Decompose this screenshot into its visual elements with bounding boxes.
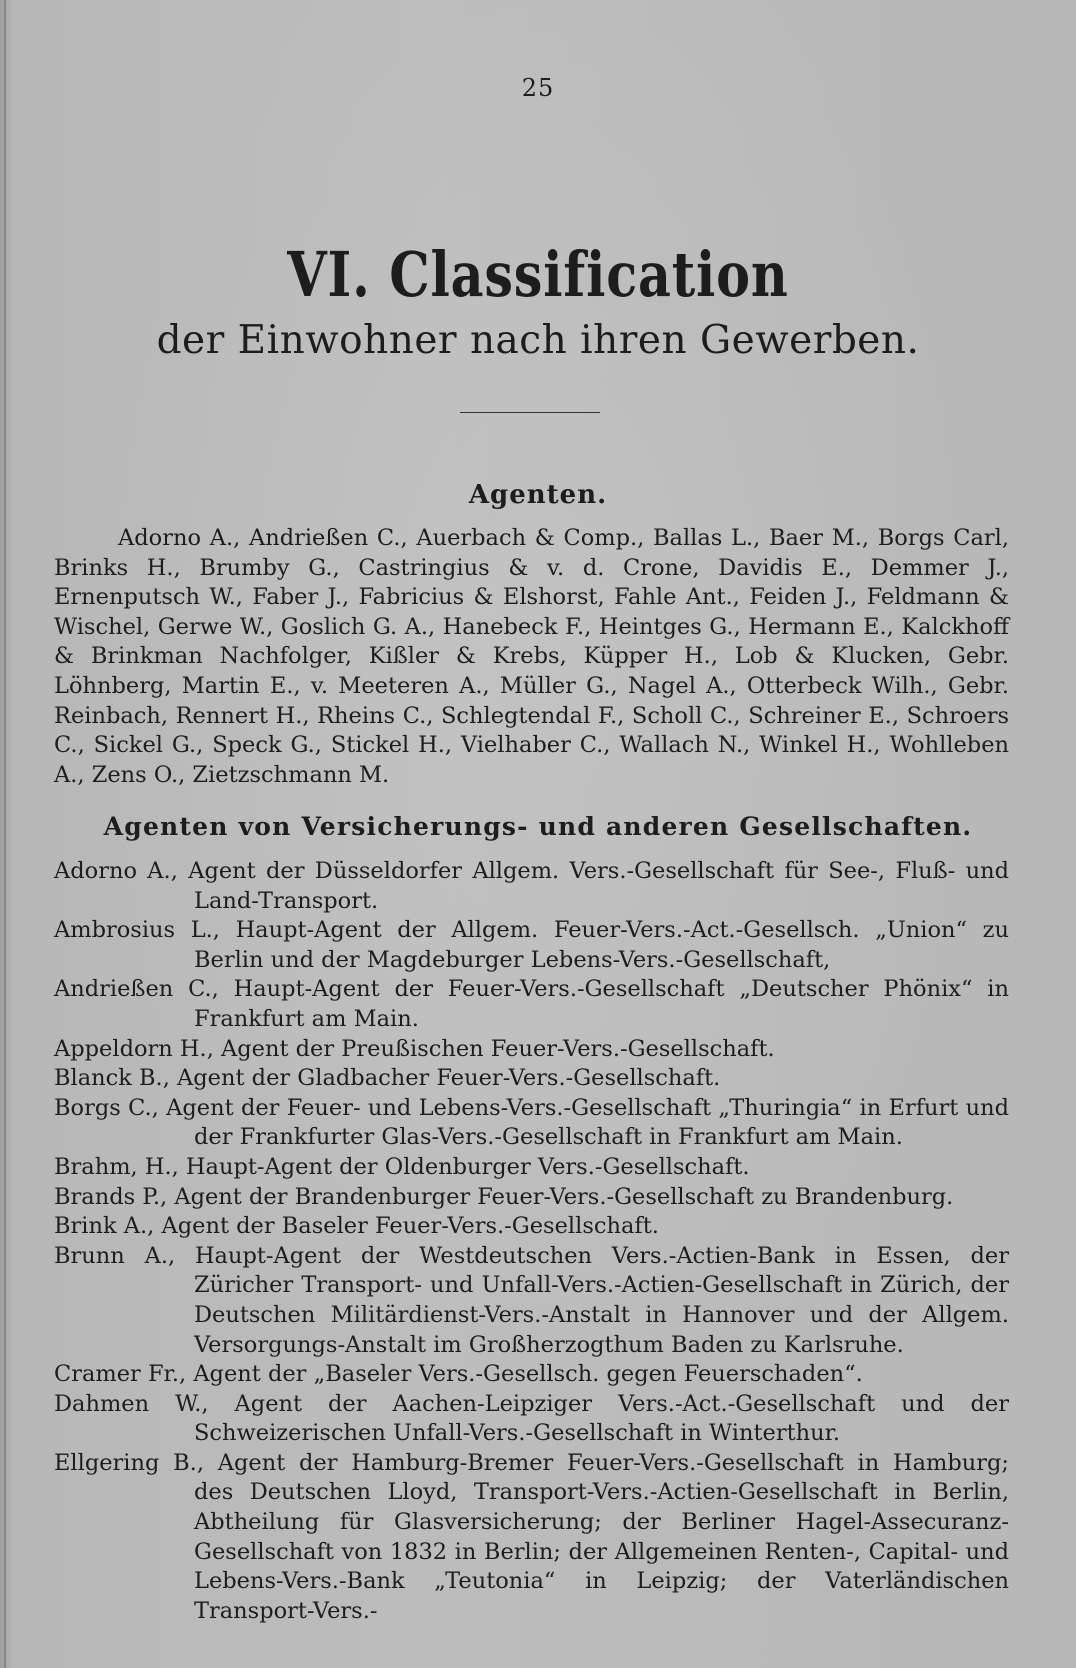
entry-text: Agent der Düsseldorfer Allgem. Vers.-Gesellschaft für See-, Fluß- und Land-Transport. — [188, 858, 1010, 914]
entry-text: Haupt-Agent der Feuer-Vers.-Gesellschaft „Deutscher Phönix“ in Frankfurt am Main. — [194, 976, 1009, 1032]
entry-name: Cramer Fr., — [54, 1361, 187, 1388]
entry-text: Agent der „Baseler Vers.-Gesellsch. gegen Feuerschaden“. — [193, 1361, 863, 1388]
list-item — [54, 916, 1009, 975]
entry-name: Brahm, H., — [54, 1153, 179, 1180]
list-item — [54, 857, 1009, 916]
entry-text: Haupt-Agent der Oldenburger Vers.-Gesellschaft. — [185, 1153, 750, 1180]
entry-name: Dahmen W., — [54, 1390, 209, 1417]
list-item — [54, 1390, 1009, 1449]
list-item — [54, 1183, 1009, 1213]
entry-name: Blanck B., — [54, 1065, 170, 1092]
entry-text: Agent der Preußischen Feuer-Vers.-Gesellschaft. — [221, 1035, 775, 1062]
chapter-subtitle: der Einwohner nach ihren Gewerben. — [156, 318, 920, 363]
entry-text: Agent der Hamburg-Bremer Feuer-Vers.-Gesellschaft in Hamburg; des Deutschen Lloyd, Transport-Vers.-Actien-Gesellschaft in Berlin, Abtheilung für Glasversicherung; der Berliner Hagel-Assecuranz-Gesellschaft von 1832 in Berlin; der Allgemeinen Renten-, Capital- und Lebens-Vers.-Bank „Teutonia“ in Leipzig; der Vaterländischen Transport-Vers.- — [194, 1449, 1009, 1624]
list-item — [54, 975, 1009, 1034]
entry-name: Andrießen C., — [54, 976, 219, 1003]
list-item — [54, 1153, 1009, 1183]
page-number: 25 — [521, 74, 555, 102]
entry-text: Haupt-Agent der Westdeutschen Vers.-Actien-Bank in Essen, der Züricher Transport- und Unfall-Vers.-Actien-Gesellschaft in Zürich, der Deutschen Militärdienst-Vers.-Anstalt in Hannover und der Allgem. Versorgungs-Anstalt im Großherzogthum Baden zu Karlsruhe. — [194, 1242, 1009, 1358]
entry-name: Appeldorn H., — [54, 1035, 214, 1062]
entry-text: Agent der Gladbacher Feuer-Vers.-Gesellschaft. — [177, 1065, 721, 1092]
list-item — [54, 1449, 1009, 1627]
entry-text: Agent der Baseler Feuer-Vers.-Gesellschaft. — [161, 1213, 659, 1240]
section-heading-insurance-agents: Agenten von Versicherungs- und anderen Gesellschaften. — [103, 812, 973, 841]
entry-name: Ellgering B., — [54, 1449, 204, 1476]
list-item — [54, 1360, 1009, 1390]
entry-text: Agent der Feuer- und Lebens-Vers.-Gesellschaft „Thuringia“ in Erfurt und der Frankfurter Glas-Vers.-Gesellschaft in Frankfurt am Main. — [166, 1094, 1010, 1151]
entry-text: Agent der Aachen-Leipziger Vers.-Act.-Gesellschaft und der Schweizerischen Unfall-Vers.-Gesellschaft in Winterthur. — [194, 1390, 1009, 1447]
entry-name: Adorno A., — [54, 858, 178, 884]
list-item — [54, 1212, 1009, 1242]
list-item — [54, 1242, 1009, 1360]
entry-name: Ambrosius L., — [54, 917, 220, 944]
list-item — [54, 1064, 1009, 1094]
entry-name: Borgs C., — [54, 1094, 159, 1121]
agents-list-paragraph: Adorno A., Andrießen C., Auerbach & Comp., Ballas L., Baer M., Borgs Carl, Brinks H., Brumby G., Castringius & v. d. Crone, Davidis E., Demmer J., Ernenputsch W., Faber J., Fabricius & Elshorst, Fahle Ant., Feiden J., Feldmann & Wischel, Gerwe W., Goslich G. A., Hanebeck F., Heintges G., Hermann E., Kalckhoff & Brinkman Nachfolger, Kißler & Krebs, Küpper H., Lob & Klucken, Gebr. Löhnberg, Martin E., v. Meeteren A., Müller G., Nagel A., Otterbeck Wilh., Gebr. Reinbach, Rennert H., Rheins C., Schlegtendal F., Scholl C., Schreiner E., Schroers C., Sickel G., Speck G., Stickel H., Vielhaber C., Wallach N., Winkel H., Wohlleben A., Zens O., Zietzschmann M. — [54, 525, 1009, 788]
list-item — [54, 1035, 1009, 1065]
entry-text: Haupt-Agent der Allgem. Feuer-Vers.-Act.-Gesellsch. „Union“ zu Berlin und der Magdeburger Lebens-Vers.-Gesellschaft, — [194, 917, 1010, 973]
entry-name: Brink A., — [54, 1213, 155, 1240]
divider-rule — [460, 412, 600, 413]
entry-name: Brands P., — [54, 1183, 168, 1210]
entry-name: Brunn A., — [54, 1242, 176, 1269]
insurance-agent-list — [54, 857, 1009, 1626]
list-item — [54, 1094, 1009, 1153]
entry-text: Agent der Brandenburger Feuer-Vers.-Gesellschaft zu Brandenburg. — [174, 1183, 954, 1210]
chapter-title: VI. Classification — [287, 238, 789, 311]
section-heading-agents: Agenten. — [468, 480, 608, 510]
